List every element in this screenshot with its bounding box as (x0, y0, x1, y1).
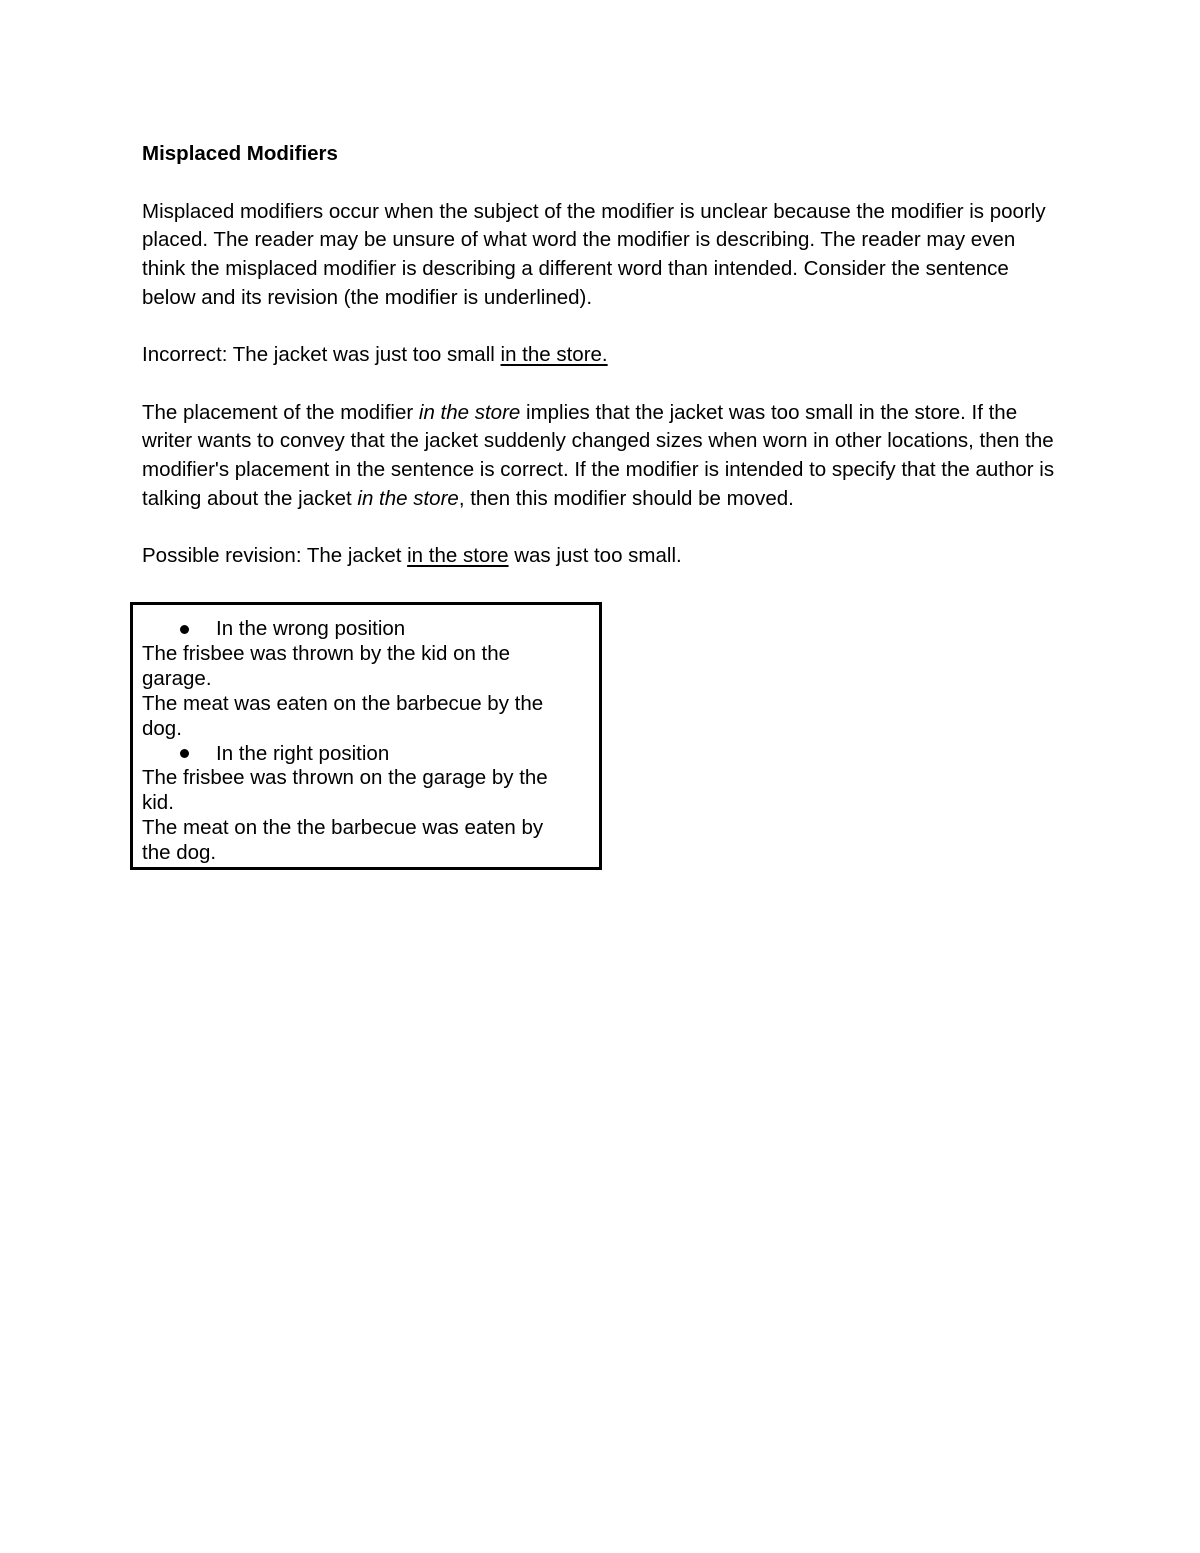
revision-prefix: Possible revision: The jacket (142, 544, 408, 568)
right-position-heading: In the right position (216, 741, 390, 765)
bullet-icon (180, 749, 189, 758)
explanation-modifier1: in the store (418, 400, 521, 424)
wrong-position-heading: In the wrong position (216, 617, 406, 640)
page-title: Misplaced Modifiers (142, 142, 338, 165)
intro-paragraph: Misplaced modifiers occur when the subject of the modifier is unclear because the modifier is poorly placed. The reader may be unsure of what word the modifier is describing. The reader may even think the misplaced modifier is describing a different word than intended. Consider the sentence below and its revision (the modifier is underlined). (142, 199, 1046, 309)
explanation-part2: implies that the jacket was too small in the store. If the writer wants to convey that the jacket suddenly changed sizes when worn in other locations, then the modifier's placement in the sentence is correct. If the modifier is intended to specify that the author is talking about the jacket (142, 400, 1055, 510)
explanation-modifier2: in the store (357, 486, 459, 510)
wrong-example-2: The meat was eaten on the barbecue by the dog. (142, 691, 544, 740)
revision-example (142, 542, 1062, 571)
right-example-1: The frisbee was thrown on the garage by the kid. (142, 766, 548, 815)
explanation-paragraph (142, 399, 1062, 514)
incorrect-modifier: in the store. (500, 343, 608, 367)
revision-modifier: in the store (407, 544, 509, 568)
wrong-position-bullet (142, 617, 599, 642)
incorrect-prefix: Incorrect: The jacket was just too small (142, 343, 501, 367)
explanation-part1: The placement of the modifier (142, 400, 419, 424)
right-position-bullet (142, 742, 599, 767)
revision-suffix: was just too small. (508, 544, 682, 568)
explanation-part3: , then this modifier should be moved. (458, 486, 794, 510)
incorrect-example (142, 341, 1062, 370)
wrong-example-1: The frisbee was thrown by the kid on the garage. (142, 641, 511, 690)
document-body (142, 140, 1062, 599)
bullet-icon (180, 625, 189, 634)
example-box (130, 602, 602, 870)
right-example-2: The meat on the the barbecue was eaten by the dog. (142, 816, 544, 865)
